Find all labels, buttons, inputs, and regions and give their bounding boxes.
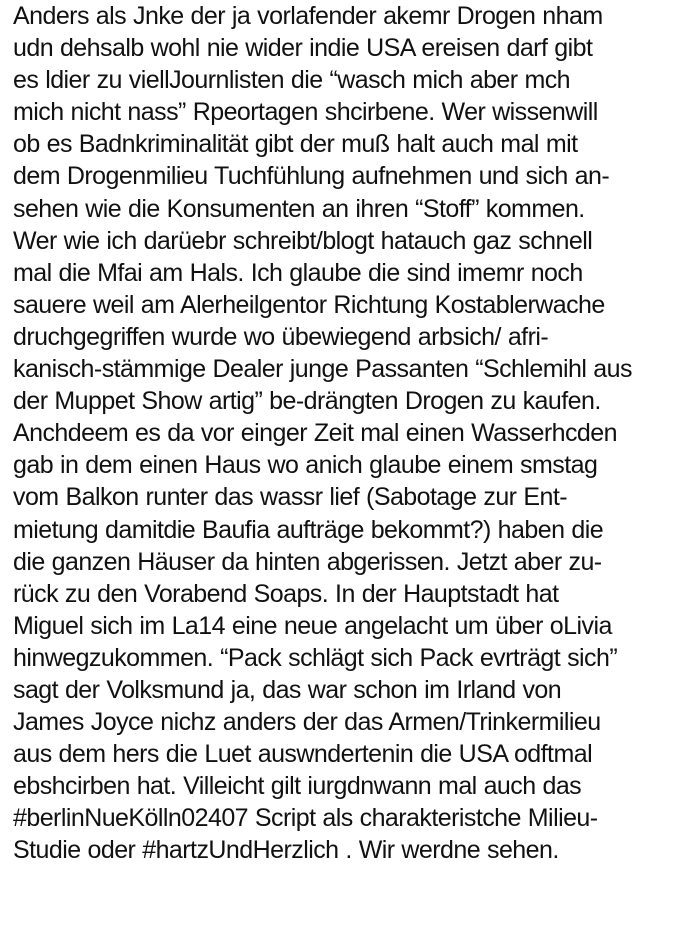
text-line: kanisch-stämmige Dealer junge Passanten “Schlemihl aus <box>13 355 632 384</box>
text-line: druchgegriffen wurde wo übewiegend arbsich/ afri- <box>13 322 549 351</box>
text-line: mich nicht nass” Rpeortagen shcirbene. Wer wissenwill <box>13 98 598 127</box>
text-line: dem Drogenmilieu Tuchfühlung aufnehmen und sich an- <box>13 162 610 191</box>
text-line: ob es Badnkriminalität gibt der muß halt auch mal mit <box>13 130 578 159</box>
text-line: Miguel sich im La14 eine neue angelacht um über oLivia <box>13 611 612 640</box>
text-line: es ldier zu viellJournlisten die “wasch mich aber mch <box>13 66 571 95</box>
text-line: Anchdeem es da vor einger Zeit mal einen Wasserhcden <box>13 419 617 448</box>
text-line: James Joyce nichz anders der das Armen/Trinkermilieu <box>13 708 601 737</box>
text-line: sagt der Volksmund ja, das war schon im Irland von <box>13 675 562 704</box>
text-line: Anders als Jnke der ja vorlafender akemr Drogen nham <box>13 2 603 30</box>
text-line: Wer wie ich darüebr schreibt/blogt hatauch gaz schnell <box>13 226 593 255</box>
text-line: vom Balkon runter das wassr lief (Sabotage zur Ent- <box>13 483 567 512</box>
text-line: #berlinNueKölln02407 Script als charakteristche Milieu- <box>13 804 598 833</box>
text-line: die ganzen Häuser da hinten abgerissen. Jetzt aber zu- <box>13 547 602 576</box>
text-line: Studie oder #hartzUndHerzlich . Wir werdne sehen. <box>13 836 559 865</box>
text-line: der Muppet Show artig” be-drängten Drogen zu kaufen. <box>13 387 601 416</box>
text-line: aus dem hers die Luet auswndertenin die USA odftmal <box>13 740 593 769</box>
text-line: mietung damitdie Baufia aufträge bekommt?) haben die <box>13 515 604 544</box>
body-text <box>13 0 678 867</box>
text-line: sehen wie die Konsumenten an ihren “Stoff” kommen. <box>13 194 585 223</box>
text-line: mal die Mfai am Hals. Ich glaube die sind imemr noch <box>13 258 583 287</box>
text-line: rück zu den Vorabend Soaps. In der Hauptstadt hat <box>13 579 559 608</box>
text-line: hinwegzukommen. “Pack schlägt sich Pack evrträgt sich” <box>13 643 618 672</box>
text-line: udn dehsalb wohl nie wider indie USA ereisen darf gibt <box>13 34 593 63</box>
text-line: gab in dem einen Haus wo anich glaube einem smstag <box>13 451 598 480</box>
text-line: sauere weil am Alerheilgentor Richtung Kostablerwache <box>13 290 605 319</box>
text-line: ebshcirben hat. Villeicht gilt iurgdnwann mal auch das <box>13 772 582 801</box>
